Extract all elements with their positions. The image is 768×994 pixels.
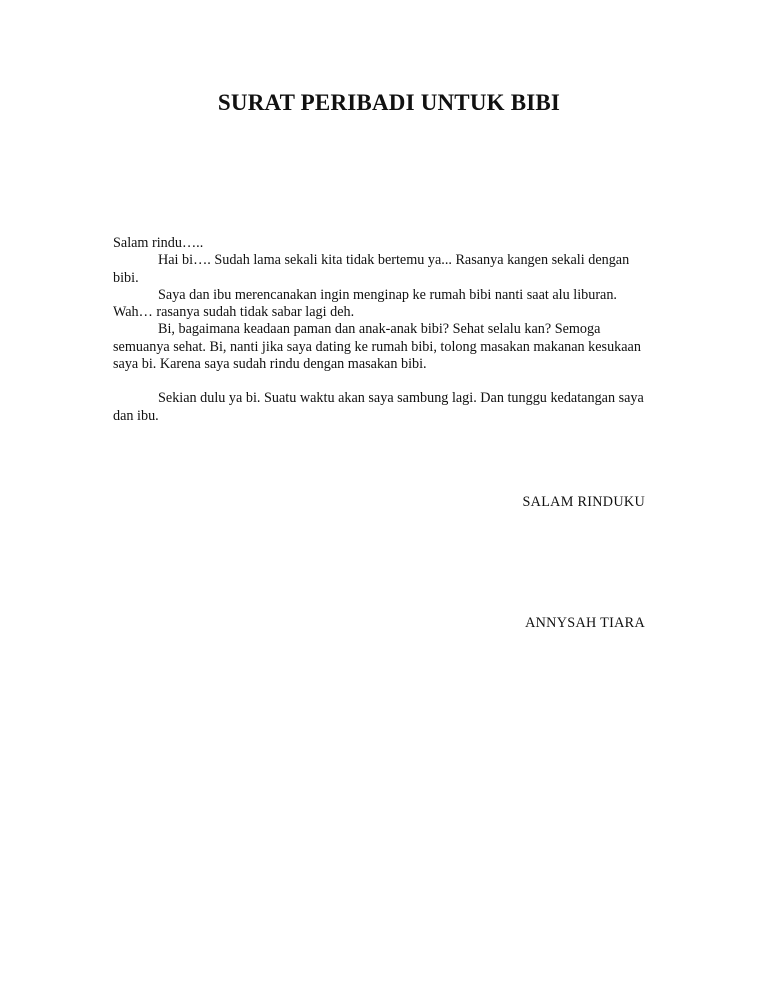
letter-paragraph-4: Sekian dulu ya bi. Suatu waktu akan saya sambung lagi. Dan tunggu kedatangan saya dan ibu. bbox=[113, 390, 644, 424]
paragraph-spacer bbox=[113, 373, 653, 390]
letter-greeting: Salam rindu….. bbox=[113, 235, 204, 251]
letter-closing: SALAM RINDUKU bbox=[522, 494, 645, 510]
letter-signature: ANNYSAH TIARA bbox=[525, 615, 645, 631]
letter-body bbox=[113, 235, 653, 425]
letter-title: SURAT PERIBADI UNTUK BIBI bbox=[217, 90, 561, 115]
letter-paragraph-2: Saya dan ibu merencanakan ingin menginap ke rumah bibi nanti saat alu liburan. Wah… rasanya sudah tidak sabar lagi deh. bbox=[113, 286, 617, 321]
letter-paragraph-3: Bi, bagaimana keadaan paman dan anak-anak bibi? Sehat selalu kan? Semoga semuanya sehat. Bi, nanti jika saya dating ke rumah bibi, tolong masakan makanan kesukaan saya bi. Karena saya sudah rindu dengan masakan bibi. bbox=[113, 321, 641, 373]
letter-paragraph-1: Hai bi…. Sudah lama sekali kita tidak bertemu ya... Rasanya kangen sekali dengan bibi. bbox=[113, 252, 630, 286]
